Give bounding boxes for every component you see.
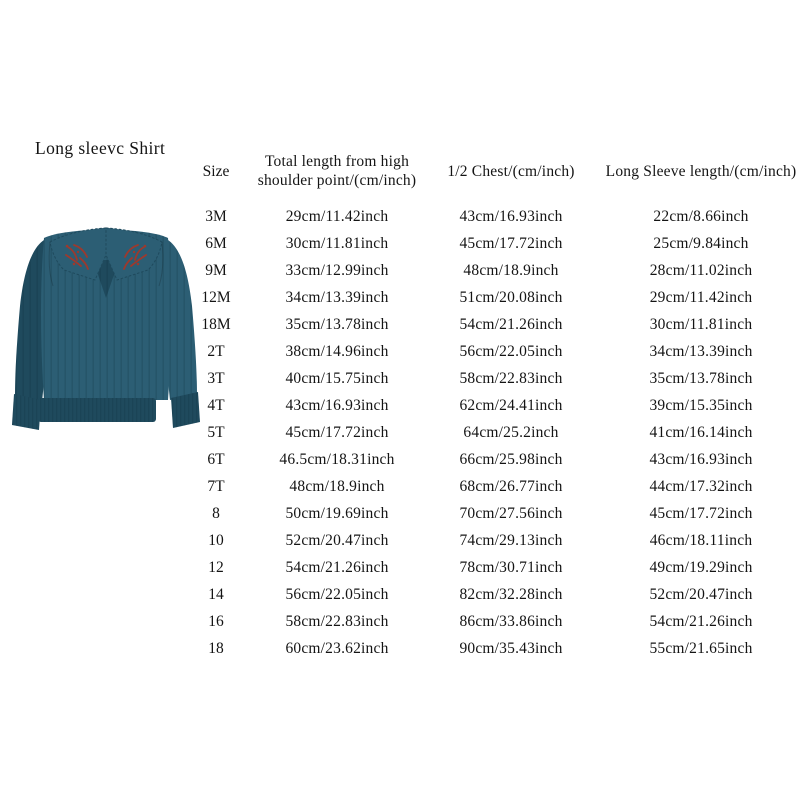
cell-size: 3T <box>207 370 225 387</box>
cell-size: 7T <box>207 478 225 495</box>
cell-half-chest: 54cm/21.26inch <box>459 316 563 333</box>
cell-size: 3M <box>205 208 227 225</box>
cell-total-length: 30cm/11.81inch <box>285 235 389 252</box>
cell-sleeve-length: 54cm/21.26inch <box>649 613 753 630</box>
cell-sleeve-length: 39cm/15.35inch <box>649 397 753 414</box>
table-row <box>180 203 800 230</box>
cell-sleeve-length: 45cm/17.72inch <box>649 505 753 522</box>
page-title: Long sleevc Shirt <box>35 138 166 158</box>
cell-sleeve-length: 41cm/16.14inch <box>649 424 753 441</box>
table-row <box>180 554 800 581</box>
header-sleeve-length: Long Sleeve length/(cm/inch) <box>605 162 797 180</box>
table-row <box>180 311 800 338</box>
cell-half-chest: 74cm/29.13inch <box>459 532 563 549</box>
table-row <box>180 392 800 419</box>
table-row <box>180 365 800 392</box>
table-row <box>180 473 800 500</box>
cell-half-chest: 82cm/32.28inch <box>459 586 563 603</box>
table-row <box>180 527 800 554</box>
cell-sleeve-length: 22cm/8.66inch <box>653 208 749 225</box>
cell-half-chest: 90cm/35.43inch <box>459 640 563 657</box>
cell-half-chest: 62cm/24.41inch <box>459 397 563 414</box>
cell-total-length: 58cm/22.83inch <box>285 613 389 630</box>
cell-size: 12 <box>208 559 224 576</box>
size-table-body <box>180 203 800 662</box>
product-photo-sweater <box>8 222 204 434</box>
cell-sleeve-length: 28cm/11.02inch <box>649 262 753 279</box>
cell-sleeve-length: 35cm/13.78inch <box>649 370 753 387</box>
table-row <box>180 500 800 527</box>
cell-total-length: 43cm/16.93inch <box>285 397 389 414</box>
cell-half-chest: 48cm/18.9inch <box>463 262 559 279</box>
table-row <box>180 230 800 257</box>
header-total-length: Total length from high shoulder point/(cm/inch) <box>257 153 417 189</box>
cell-total-length: 56cm/22.05inch <box>285 586 389 603</box>
cell-size: 2T <box>207 343 225 360</box>
cell-half-chest: 64cm/25.2inch <box>463 424 559 441</box>
cell-size: 14 <box>208 586 224 603</box>
cell-sleeve-length: 52cm/20.47inch <box>649 586 753 603</box>
cell-sleeve-length: 49cm/19.29inch <box>649 559 753 576</box>
size-table-header <box>180 145 800 197</box>
cell-total-length: 35cm/13.78inch <box>285 316 389 333</box>
cell-sleeve-length: 34cm/13.39inch <box>649 343 753 360</box>
cell-half-chest: 56cm/22.05inch <box>459 343 563 360</box>
cell-sleeve-length: 25cm/9.84inch <box>653 235 749 252</box>
header-half-chest: 1/2 Chest/(cm/inch) <box>447 162 575 180</box>
sweater-illustration <box>8 222 204 434</box>
table-row <box>180 608 800 635</box>
table-row <box>180 419 800 446</box>
cell-half-chest: 51cm/20.08inch <box>459 289 563 306</box>
cell-total-length: 48cm/18.9inch <box>289 478 385 495</box>
cell-size: 9M <box>205 262 227 279</box>
cell-size: 12M <box>201 289 231 306</box>
header-size: Size <box>202 162 230 180</box>
cell-sleeve-length: 29cm/11.42inch <box>649 289 753 306</box>
cell-size: 6M <box>205 235 227 252</box>
cell-total-length: 38cm/14.96inch <box>285 343 389 360</box>
cell-total-length: 45cm/17.72inch <box>285 424 389 441</box>
cell-sleeve-length: 44cm/17.32inch <box>649 478 753 495</box>
cell-half-chest: 58cm/22.83inch <box>459 370 563 387</box>
cell-total-length: 52cm/20.47inch <box>285 532 389 549</box>
cell-size: 16 <box>208 613 224 630</box>
cell-size: 4T <box>207 397 225 414</box>
cell-size: 8 <box>212 505 220 522</box>
cell-sleeve-length: 30cm/11.81inch <box>649 316 753 333</box>
cell-size: 18M <box>201 316 231 333</box>
cell-size: 5T <box>207 424 225 441</box>
cell-sleeve-length: 55cm/21.65inch <box>649 640 753 657</box>
table-row <box>180 446 800 473</box>
cell-sleeve-length: 43cm/16.93inch <box>649 451 753 468</box>
table-row <box>180 284 800 311</box>
cell-sleeve-length: 46cm/18.11inch <box>649 532 753 549</box>
cell-half-chest: 45cm/17.72inch <box>459 235 563 252</box>
cell-half-chest: 78cm/30.71inch <box>459 559 563 576</box>
cell-total-length: 29cm/11.42inch <box>285 208 389 225</box>
cell-half-chest: 43cm/16.93inch <box>459 208 563 225</box>
table-row <box>180 257 800 284</box>
table-row <box>180 581 800 608</box>
table-row <box>180 635 800 662</box>
table-row <box>180 338 800 365</box>
cell-total-length: 40cm/15.75inch <box>285 370 389 387</box>
size-table <box>180 145 800 662</box>
cell-total-length: 50cm/19.69inch <box>285 505 389 522</box>
cell-half-chest: 68cm/26.77inch <box>459 478 563 495</box>
cell-total-length: 60cm/23.62inch <box>285 640 389 657</box>
cell-size: 18 <box>208 640 224 657</box>
cell-half-chest: 86cm/33.86inch <box>459 613 563 630</box>
cell-total-length: 54cm/21.26inch <box>285 559 389 576</box>
cell-half-chest: 66cm/25.98inch <box>459 451 563 468</box>
cell-total-length: 34cm/13.39inch <box>285 289 389 306</box>
cell-total-length: 33cm/12.99inch <box>285 262 389 279</box>
cell-size: 10 <box>208 532 224 549</box>
cell-total-length: 46.5cm/18.31inch <box>279 451 395 468</box>
cell-size: 6T <box>207 451 225 468</box>
cell-half-chest: 70cm/27.56inch <box>459 505 563 522</box>
